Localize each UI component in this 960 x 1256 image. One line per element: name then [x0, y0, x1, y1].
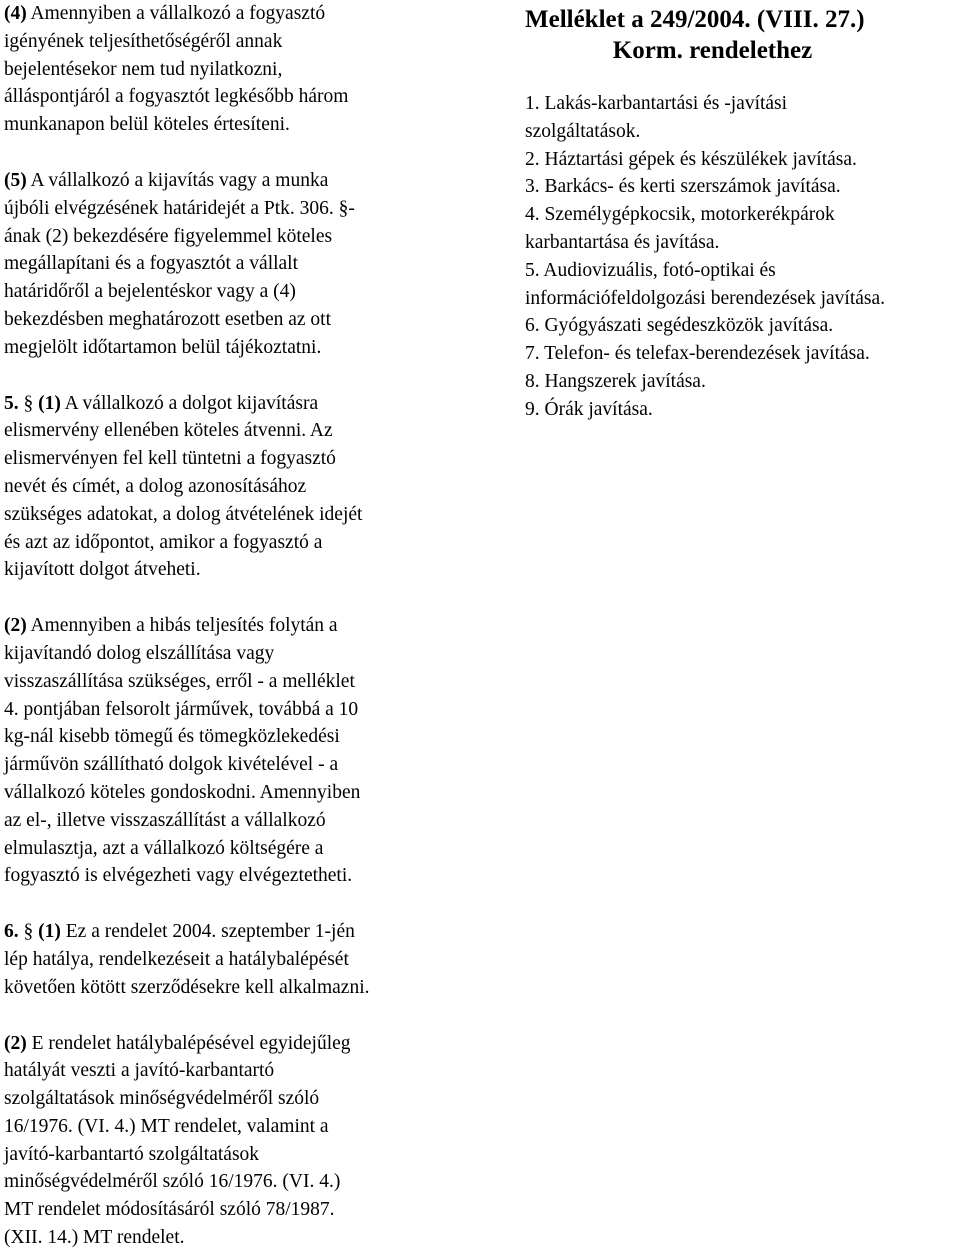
left-column [4, 0, 459, 1252]
section-6-paragraph-1 [4, 918, 459, 1001]
section-6-paragraph-2 [4, 1030, 459, 1252]
paragraph-number: (2) [4, 1032, 27, 1054]
annex-item: 2. Háztartási gépek és készülékek javítása. [525, 148, 857, 170]
section-5-paragraph-2 [4, 612, 459, 890]
section-number: 6. [4, 921, 19, 943]
paragraph-text: Ez a rendelet 2004. szeptember 1-jén lép hatálya, rendelkezéseit a hatálybalépését követően kötött szerződésekre kell alkalmazni. [4, 921, 370, 998]
annex-item: 4. Személygépkocsik, motorkerékpárok karbantartása és javítása. [525, 204, 835, 253]
annex-title [525, 4, 960, 66]
section-symbol: § [18, 392, 39, 414]
section-symbol: § [18, 921, 39, 943]
section-5-paragraph-1 [4, 390, 459, 585]
paragraph-text: A vállalkozó a dolgot kijavításra elismervény ellenében köteles átvenni. Az elismervényen fel kell tüntetni a fogyasztó nevét és címét, a dolog azonosításához szükséges adatokat, a dolog átvételének idejét és azt az időpontot, amikor a fogyasztó a kijavított dolgot átveheti. [4, 392, 363, 581]
paragraph-number: (5) [4, 169, 27, 191]
paragraph-text: Amennyiben a hibás teljesítés folytán a kijavítandó dolog elszállítása vagy visszaszállítása szükséges, erről - a melléklet 4. pontjában felsorolt járművek, továbbá a 10 kg-nál kisebb tömegű és tömegközlekedési járművön szállítható dolgok kivételével - a vállalkozó köteles gondoskodni. Amennyiben az el-, illetve visszaszállítást a vállalkozó elmulasztja, azt a vállalkozó költségére a fogyasztó is elvégezheti vagy elvégeztetheti. [4, 615, 361, 887]
annex-item: 9. Órák javítása. [525, 398, 653, 420]
paragraph-number: (1) [38, 392, 61, 414]
annex-item: 5. Audiovizuális, fotó-optikai és információfeldolgozási berendezések javítása. [525, 259, 886, 309]
annex-item: 8. Hangszerek javítása. [525, 370, 706, 392]
paragraph-5 [4, 167, 459, 362]
annex-item: 1. Lakás-karbantartási és -javítási szolgáltatások. [525, 93, 788, 142]
section-number: 5. [4, 392, 19, 414]
annex-list [525, 90, 960, 424]
paragraph-number: (4) [4, 3, 27, 24]
paragraph-text: A vállalkozó a kijavítás vagy a munka újbóli elvégzésének határidejét a Ptk. 306. §- ának (2) bekezdésére figyelemmel köteles megállapítani és a fogyasztót a vállalt határidőről a bejelentéskor vagy a (4) bekezdésben meghatározott esetben az ott megjelölt időtartamon belül tájékoztatni. [4, 169, 355, 358]
paragraph-text: E rendelet hatálybalépésével egyidejűleg hatályát veszti a javító-karbantartó szolgáltatások minőségvédelméről szóló 16/1976. (VI. 4.) MT rendelet, valamint a javító-karbantartó szolgáltatások minőségvédelméről szóló 16/1976. (VI. 4.) MT rendelet módosításáról szóló 78/1987. (XII. 14.) MT rendelet. [4, 1032, 351, 1249]
annex-title-line-1: Melléklet a 249/2004. (VIII. 27.) [525, 6, 865, 33]
annex-item: 6. Gyógyászati segédeszközök javítása. [525, 315, 834, 337]
annex-item: 7. Telefon- és telefax-berendezések javítása. [525, 343, 870, 365]
paragraph-number: (1) [38, 921, 61, 943]
paragraph-text: Amennyiben a vállalkozó a fogyasztó igényének teljesíthetőségéről annak bejelentésekor nem tud nyilatkozni, álláspontjáról a fogyasztót legkésőbb három munkanapon belül köteles értesíteni. [4, 3, 349, 136]
annex-item: 3. Barkács- és kerti szerszámok javítása. [525, 176, 841, 198]
annex-column [525, 4, 960, 424]
paragraph-4 [4, 0, 459, 139]
paragraph-number: (2) [4, 615, 27, 637]
annex-title-line-2: Korm. rendelethez [612, 37, 813, 64]
